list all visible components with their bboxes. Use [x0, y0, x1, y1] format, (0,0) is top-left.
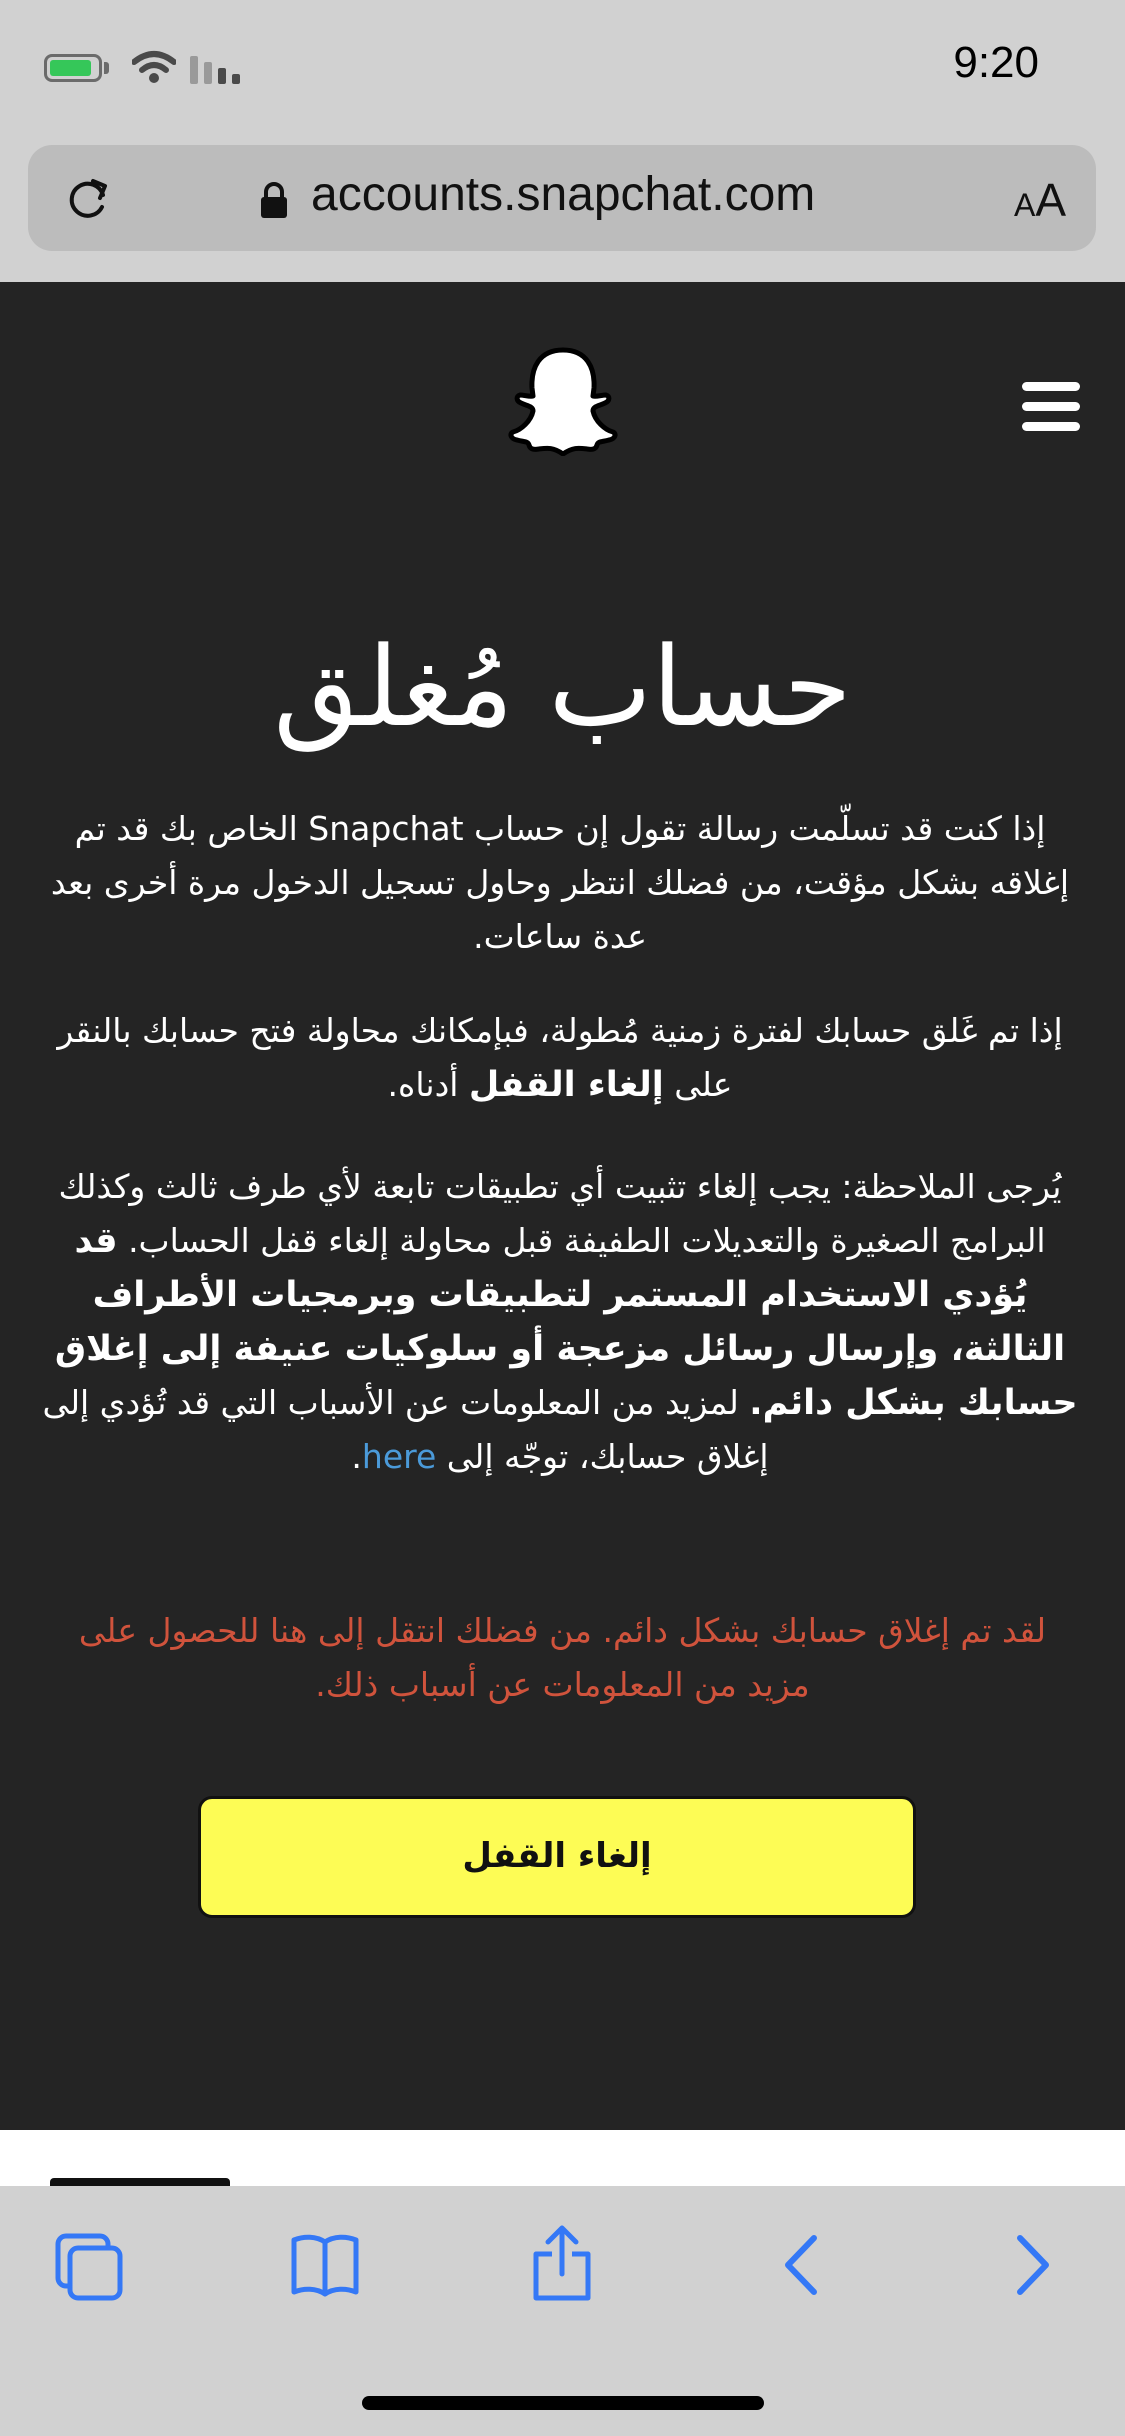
bookmarks-icon[interactable] [290, 2232, 360, 2298]
browser-address-area [0, 140, 1125, 282]
text-size-large-label: A [1035, 174, 1066, 226]
battery-tip [104, 62, 109, 74]
paragraph-temporary-lock: إذا كنت قد تسلّمت رسالة تقول إن حساب Snapchat الخاص بك قد تم إغلاقه بشكل مؤقت، من فضلك انتظر وحاول تسجيل الدخول مرة أخرى بعد عدة ساعات. [50, 809, 1070, 956]
status-time: 9:20 [953, 38, 1039, 87]
home-indicator[interactable] [362, 2396, 764, 2410]
text-size-button[interactable] [1014, 173, 1066, 227]
address-bar[interactable] [28, 145, 1096, 251]
forward-icon[interactable] [1014, 2232, 1054, 2298]
text-size-small-label: A [1013, 187, 1036, 223]
hamburger-menu-icon[interactable] [1022, 382, 1080, 432]
tabs-icon[interactable] [54, 2232, 126, 2304]
web-page [0, 282, 1125, 2130]
browser-toolbar [0, 2186, 1125, 2436]
paragraph-text: لمزيد من المعلومات عن الأسباب التي قد تُؤدي إلى إغلاق حسابك، توجّه إلى [42, 1383, 769, 1476]
paragraph-bold-text: إلغاء القفل [468, 1065, 664, 1105]
reload-icon[interactable] [62, 173, 114, 225]
share-icon[interactable] [530, 2222, 594, 2302]
wifi-icon [132, 50, 176, 84]
error-message: لقد تم إغلاق حسابك بشكل دائم. من فضلك انتقل إلى هنا للحصول على مزيد من المعلومات عن أسباب ذلك. [78, 1611, 1047, 1704]
paragraph-text: أدناه. [387, 1065, 469, 1104]
unlock-button[interactable]: إلغاء القفل [198, 1796, 916, 1918]
back-icon[interactable] [780, 2232, 820, 2298]
url-text[interactable]: accounts.snapchat.com [311, 168, 816, 221]
status-bar [0, 0, 1125, 140]
paragraph-bold-text: قد يُؤدي الاستخدام المستمر لتطبيقات وبرمجيات الأطراف الثالثة، وإرسال رسائل مزعجة أو سلوكيات عنيفة إلى إغلاق حسابك بشكل دائم. [54, 1221, 1078, 1423]
paragraph-text: يُرجى الملاحظة: يجب إلغاء تثبيت أي تطبيقات تابعة لأي طرف ثالث وكذلك البرامج الصغيرة والتعديلات الطفيفة قبل محاولة إلغاء قفل الحساب. [58, 1167, 1062, 1260]
paragraph-extended-lock [40, 1004, 1080, 1112]
paragraph-text: إذا تم غَلق حسابك لفترة زمنية مُطولة، فبإمكانك محاولة فتح حسابك بالنقر على [57, 1011, 1063, 1104]
page-title: حساب مُغلق [273, 623, 852, 751]
battery-icon [44, 54, 102, 82]
cellular-signal-icon [190, 56, 246, 84]
paragraph-text: . [351, 1437, 362, 1476]
battery-level-fill [50, 60, 91, 76]
footer-content-peek [50, 2178, 230, 2186]
here-link[interactable]: here [361, 1437, 437, 1476]
snapchat-ghost-icon[interactable] [507, 344, 619, 456]
lock-icon [260, 181, 288, 219]
paragraph-note [40, 1160, 1080, 1484]
